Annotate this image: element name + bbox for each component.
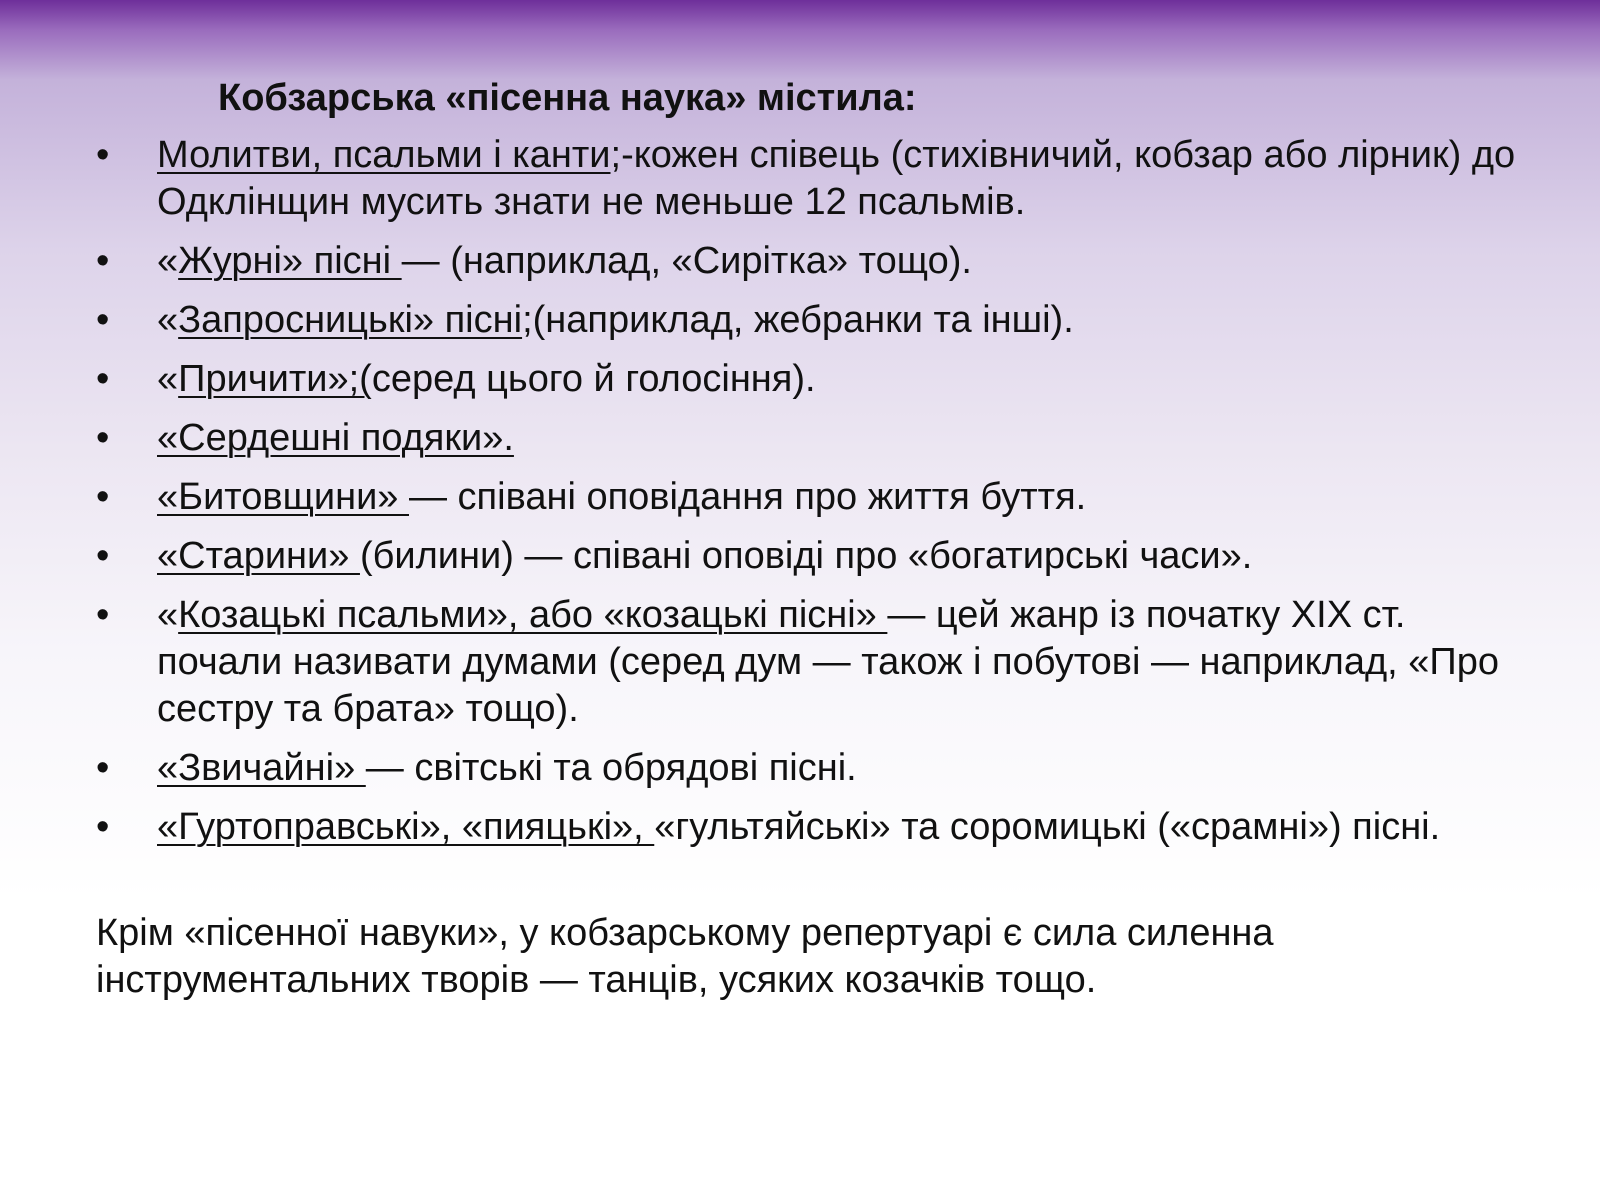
item-text: — світські та обрядові пісні. [365,747,857,789]
bullet: • [96,476,110,518]
item-prefix: « [157,240,179,282]
list-item [96,533,1536,580]
bullet: • [96,134,110,176]
list-item [96,745,1536,792]
item-text: ;-кожен співець (стихівничий, кобзар або лірник) до Одклінщин мусить знати не меньше 12 псальмів. [157,134,1516,223]
item-underlined: «Битовщини» [157,476,409,518]
bullet: • [96,299,110,341]
item-text: ;(наприклад, жебранки та інші). [522,299,1074,341]
bullet: • [96,806,110,848]
item-underlined: Козацькі псальми», або «козацькі пісні» [178,594,888,636]
closing-paragraph: Крім «пісенної навуки», у кобзарському репертуарі є сила силенна інструментальних творів — танців, усяких козачків тощо. [96,912,1274,1001]
list-item [96,592,1536,733]
item-prefix: « [157,594,179,636]
item-underlined: Журні» пісні [178,240,402,282]
item-text: (билини) — співані оповіді про «богатирські часи». [359,535,1253,577]
list-item [96,132,1536,226]
list-item [96,474,1536,521]
list-item [96,297,1536,344]
list-item [96,415,1536,462]
item-underlined: «Старини» [157,535,360,577]
list-item [96,804,1536,851]
list-item [96,356,1536,403]
genre-list [96,132,1536,863]
bullet: • [96,535,110,577]
item-text: «гультяйські» та соромицькі («срамні») пісні. [654,806,1441,848]
item-text: — цей жанр із початку XIX ст. почали називати думами (серед дум — також і побутові — наприклад, «Про сестру та брата» тощо). [157,594,1499,730]
bullet: • [96,358,110,400]
item-prefix: « [157,358,179,400]
item-text: — (наприклад, «Сирітка» тощо). [401,240,972,282]
bullet: • [96,240,110,282]
item-prefix: « [157,299,179,341]
item-text: серед цього й голосіння). [371,358,816,400]
item-underlined: Молитви, псальми і канти [157,134,611,176]
bullet: • [96,747,110,789]
item-underlined: «Гуртоправські», «пияцькі», [157,806,655,848]
list-item [96,238,1536,285]
slide-title: Кобзарська «пісенна наука» містила: [218,77,917,119]
bullet: • [96,417,110,459]
item-underlined: Запросницькі» пісні [178,299,523,341]
item-underlined: «Звичайні» [157,747,366,789]
item-underlined: Причити»;( [178,358,372,400]
item-underlined: «Сердешні подяки». [157,417,514,459]
item-text: — співані оповідання про життя буття. [409,476,1087,518]
bullet: • [96,594,110,636]
